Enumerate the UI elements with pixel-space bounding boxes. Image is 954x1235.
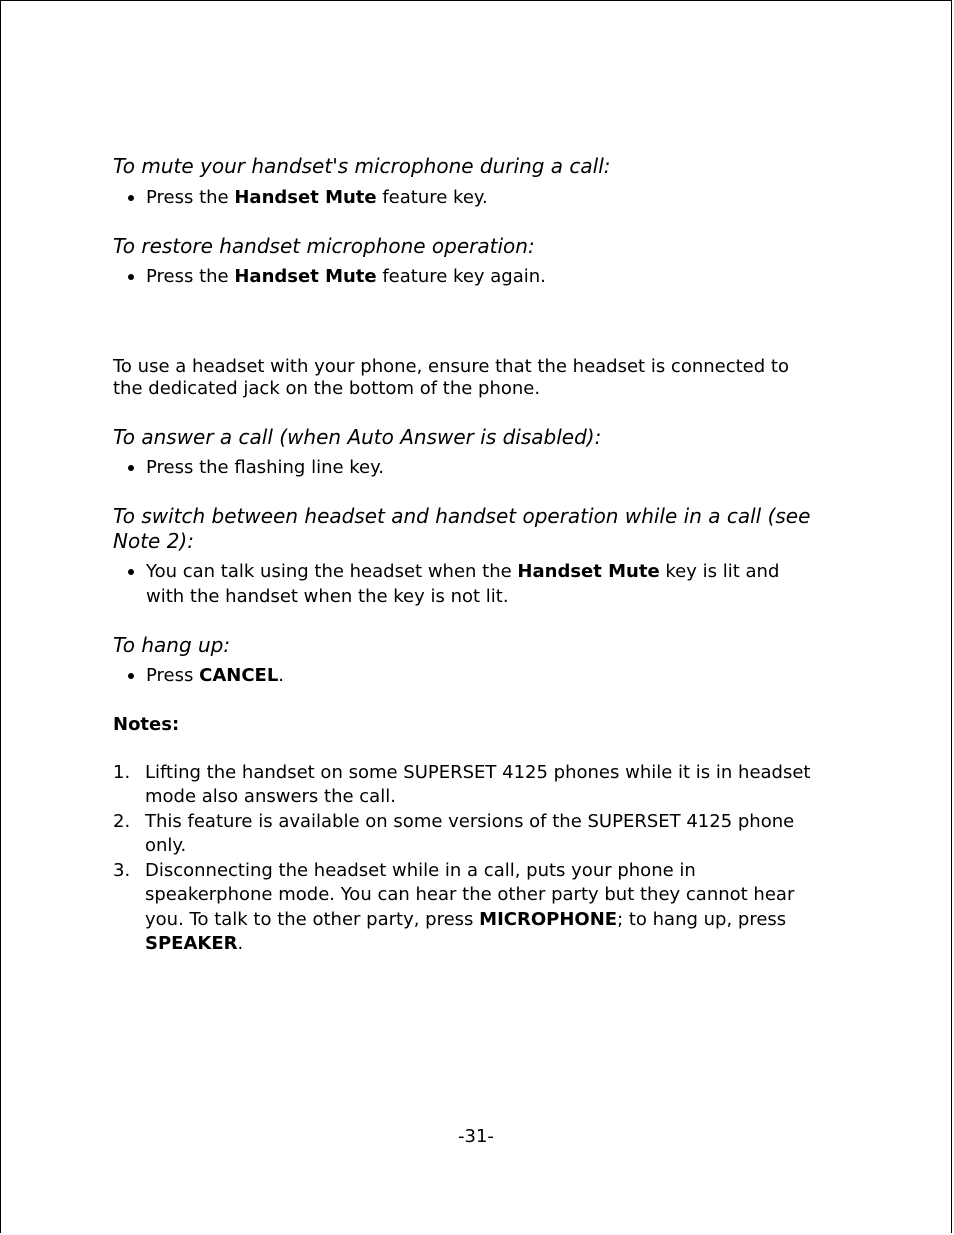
- mute-instruction: Press the Handset Mute feature key.: [146, 187, 488, 208]
- note-2-number: 2.: [113, 811, 131, 832]
- note-3-line-4: SPEAKER.: [145, 933, 244, 954]
- answer-heading: To answer a call (when Auto Answer is disabled):: [113, 425, 602, 449]
- hangup-instruction: Press CANCEL.: [146, 665, 285, 686]
- headset-intro-line-1: To use a headset with your phone, ensure that the headset is connected to: [113, 356, 789, 377]
- switch-heading-line-1: To switch between headset and handset operation while in a call (see: [113, 504, 811, 528]
- answer-instruction: Press the flashing line key.: [146, 457, 384, 478]
- switch-instruction-line-1: You can talk using the headset when the Handset Mute key is lit and: [146, 561, 780, 582]
- note-2-line-2: only.: [145, 835, 187, 856]
- bullet-icon: [128, 569, 134, 575]
- note-1-line-1: Lifting the handset on some SUPERSET 4125 phones while it is in headset: [145, 762, 811, 783]
- bullet-icon: [128, 274, 134, 280]
- note-3-line-3: you. To talk to the other party, press MICROPHONE; to hang up, press: [145, 909, 787, 930]
- page-number: -31-: [458, 1126, 494, 1147]
- bullet-icon: [128, 195, 134, 201]
- note-3-line-1: Disconnecting the headset while in a call, puts your phone in: [145, 860, 696, 881]
- note-3-line-2: speakerphone mode. You can hear the other party but they cannot hear: [145, 884, 795, 905]
- switch-heading-line-2: Note 2):: [113, 529, 194, 553]
- restore-heading: To restore handset microphone operation:: [113, 234, 535, 258]
- restore-instruction: Press the Handset Mute feature key again.: [146, 266, 546, 287]
- notes-title: Notes:: [113, 714, 180, 735]
- hangup-heading: To hang up:: [113, 633, 231, 657]
- note-1-number: 1.: [113, 762, 131, 783]
- bullet-icon: [128, 673, 134, 679]
- note-1-line-2: mode also answers the call.: [145, 786, 396, 807]
- bullet-icon: [128, 465, 134, 471]
- switch-instruction-line-2: with the handset when the key is not lit.: [146, 586, 509, 607]
- note-3-number: 3.: [113, 860, 131, 881]
- headset-intro-line-2: the dedicated jack on the bottom of the phone.: [113, 378, 541, 399]
- note-2-line-1: This feature is available on some versions of the SUPERSET 4125 phone: [145, 811, 795, 832]
- mute-heading: To mute your handset's microphone during a call:: [113, 154, 611, 178]
